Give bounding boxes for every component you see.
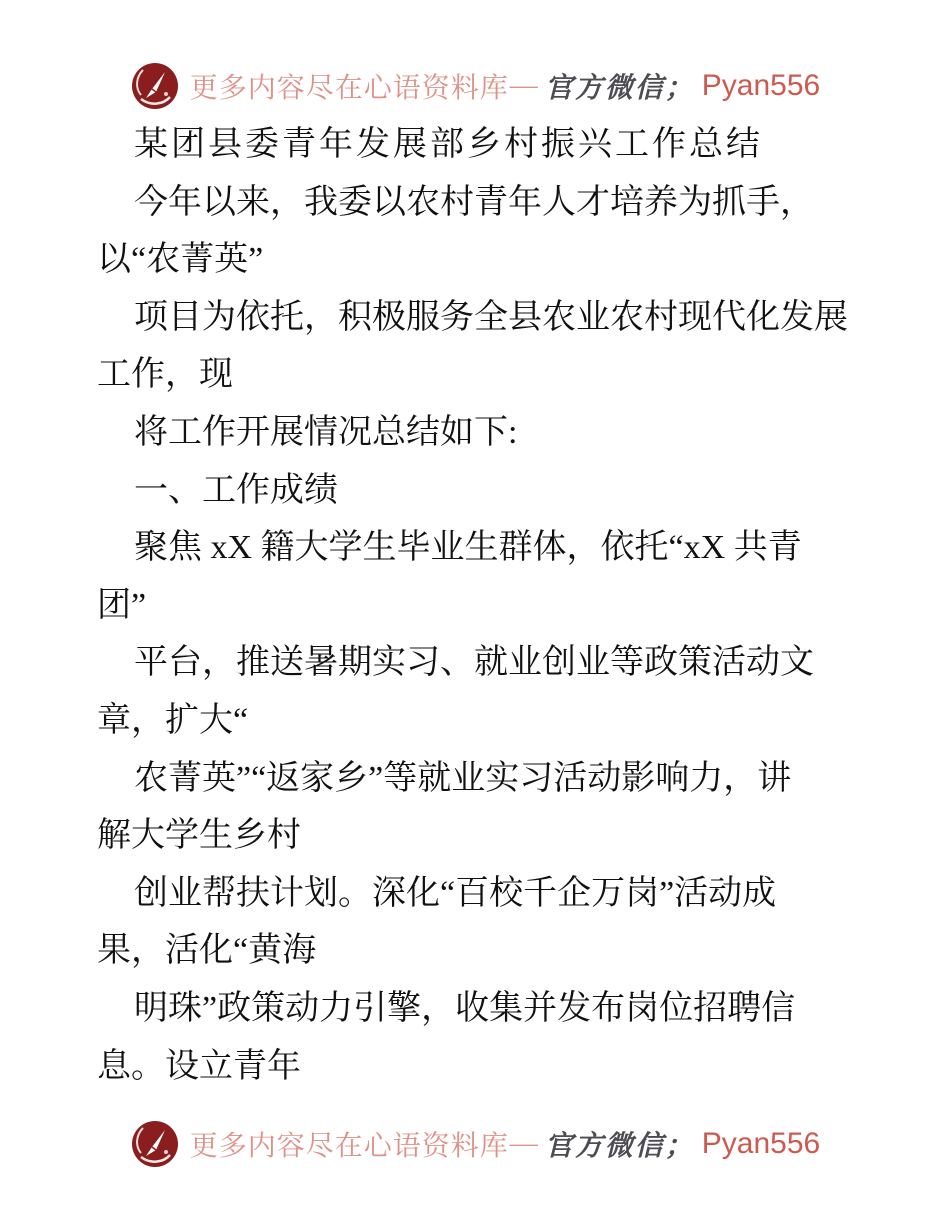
watermark-dash: — — [509, 70, 538, 101]
document-line: 团” — [97, 586, 147, 624]
document-body — [97, 116, 872, 1095]
document-line: 工作，现 — [97, 356, 233, 394]
document-line: 项目为依托，积极服务全县农业农村现代化发展 — [134, 298, 848, 336]
document-line: 果，活化“黄海 — [97, 932, 317, 970]
document-line: 章，扩大“ — [97, 701, 249, 739]
document-line: 将工作开展情况总结如下: — [134, 413, 518, 451]
document-line: 农菁英”“返家乡”等就业实习活动影响力，讲 — [134, 759, 792, 797]
header-watermark — [0, 58, 950, 114]
document-line: 以“农菁英” — [97, 241, 264, 279]
document-line: 息。设立青年 — [97, 1047, 301, 1085]
pen-circle-logo-icon — [130, 1119, 180, 1169]
watermark-channel-label: 官方微信； — [544, 1131, 695, 1162]
document-line: 聚焦 xX 籍大学生毕业生群体，依托“xX 共青 — [134, 529, 802, 567]
document-line: 解大学生乡村 — [97, 817, 301, 855]
watermark-dash: — — [509, 1128, 538, 1159]
document-line: 平台，推送暑期实习、就业创业等政策活动文 — [134, 644, 814, 682]
document-line: 创业帮扶计划。深化“百校千企万岗”活动成 — [134, 874, 777, 912]
document-section-heading: 一、工作成绩 — [134, 471, 338, 509]
document-line: 今年以来，我委以农村青年人才培养为抓手， — [134, 183, 814, 221]
watermark-channel-label: 官方微信； — [544, 73, 695, 104]
pen-circle-logo-icon — [130, 61, 180, 111]
watermark-site-text: 更多内容尽在心语资料库 — [189, 73, 509, 104]
document-title-line: 某团县委青年发展部乡村振兴工作总结 — [134, 126, 763, 163]
document-line: 明珠”政策动力引擎，收集并发布岗位招聘信 — [134, 989, 796, 1027]
watermark-site-text: 更多内容尽在心语资料库 — [189, 1131, 509, 1162]
watermark-wechat-id: Pyan556 — [701, 69, 821, 102]
watermark-wechat-id: Pyan556 — [701, 1127, 821, 1160]
footer-watermark — [0, 1116, 950, 1172]
